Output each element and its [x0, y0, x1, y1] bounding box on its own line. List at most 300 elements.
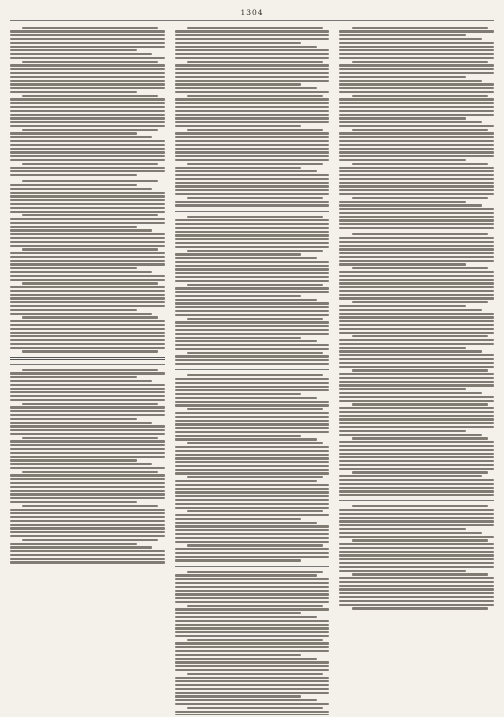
text-line	[10, 218, 165, 220]
text-line	[175, 280, 330, 282]
text-line	[339, 566, 494, 568]
text-line	[10, 260, 165, 262]
text-line	[175, 80, 330, 82]
text-line	[10, 324, 165, 326]
text-line	[10, 237, 165, 239]
text-line	[175, 68, 330, 70]
text-line	[339, 144, 494, 146]
text-line	[175, 601, 330, 603]
text-line	[187, 95, 323, 97]
text-line	[339, 588, 494, 590]
text-line	[339, 411, 494, 413]
text-line	[175, 401, 330, 403]
text-line	[339, 415, 494, 417]
text-line	[10, 486, 165, 488]
text-line	[175, 627, 330, 629]
text-line	[175, 404, 330, 406]
text-line	[352, 129, 488, 131]
column-rule	[175, 566, 330, 567]
text-line	[339, 536, 494, 538]
text-line	[10, 490, 165, 492]
text-line	[339, 121, 481, 123]
text-line	[339, 237, 494, 239]
article-text	[339, 505, 494, 609]
text-line	[175, 624, 330, 626]
text-line	[10, 275, 165, 277]
text-line	[10, 459, 137, 461]
text-line	[175, 590, 330, 592]
text-line	[175, 695, 302, 697]
text-line	[175, 238, 330, 240]
text-line	[339, 148, 494, 150]
text-line	[175, 234, 330, 236]
text-line	[339, 358, 494, 360]
text-line	[10, 76, 165, 78]
text-line	[10, 418, 137, 420]
text-line	[175, 46, 317, 48]
text-line	[175, 450, 330, 452]
text-line	[175, 684, 330, 686]
text-line	[352, 267, 488, 269]
text-line	[352, 301, 488, 303]
text-line	[10, 497, 165, 499]
text-line	[175, 393, 302, 395]
text-line	[175, 246, 330, 248]
text-line	[339, 245, 494, 247]
text-line	[339, 384, 494, 386]
text-line	[175, 34, 330, 36]
text-line	[175, 382, 330, 384]
text-line	[187, 544, 323, 546]
text-line	[175, 465, 330, 467]
text-line	[175, 484, 330, 486]
text-line	[175, 646, 330, 648]
text-line	[10, 527, 165, 529]
text-line	[175, 242, 330, 244]
text-line	[339, 570, 466, 572]
text-line	[339, 532, 481, 534]
text-line	[10, 98, 165, 100]
text-line	[339, 260, 494, 262]
text-line	[352, 61, 488, 63]
text-line	[339, 392, 481, 394]
text-line	[187, 408, 323, 410]
text-line	[339, 271, 494, 273]
text-line	[187, 318, 323, 320]
text-line	[10, 520, 165, 522]
text-line	[339, 479, 494, 481]
text-line	[10, 290, 165, 292]
text-line	[22, 350, 158, 352]
text-line	[10, 372, 165, 374]
text-line	[339, 377, 494, 379]
text-line	[175, 253, 302, 255]
text-line	[10, 68, 165, 70]
text-line	[175, 132, 330, 134]
text-line	[175, 514, 330, 516]
text-line	[10, 384, 165, 386]
text-line	[10, 561, 165, 563]
text-line	[175, 167, 302, 169]
text-line	[339, 328, 494, 330]
text-line	[187, 284, 323, 286]
text-line	[22, 248, 158, 250]
text-line	[175, 53, 330, 55]
text-line	[10, 211, 165, 213]
text-line	[10, 335, 165, 337]
article-text	[175, 27, 330, 207]
text-line	[175, 102, 330, 104]
text-line	[10, 53, 152, 55]
text-line	[22, 95, 158, 97]
text-line	[175, 416, 330, 418]
text-line	[339, 53, 494, 55]
text-line	[339, 468, 494, 470]
text-line	[339, 159, 466, 161]
text-line	[175, 314, 330, 316]
text-line	[10, 222, 165, 224]
text-line	[10, 313, 152, 315]
text-line	[175, 578, 330, 580]
text-line	[339, 350, 481, 352]
text-line	[10, 474, 165, 476]
text-line	[175, 268, 330, 270]
text-line	[175, 333, 330, 335]
text-line	[175, 140, 330, 142]
text-line	[10, 425, 165, 427]
text-line	[339, 297, 494, 299]
text-line	[187, 374, 323, 376]
text-line	[339, 140, 494, 142]
text-line	[175, 699, 317, 701]
text-line	[339, 313, 494, 315]
text-line	[352, 95, 488, 97]
text-line	[10, 267, 137, 269]
text-line	[339, 106, 494, 108]
text-line	[339, 30, 494, 32]
text-line	[339, 396, 494, 398]
text-line	[187, 250, 323, 252]
text-line	[10, 535, 165, 537]
text-line	[339, 282, 494, 284]
text-line	[10, 256, 165, 258]
columns	[10, 25, 494, 715]
text-line	[175, 295, 302, 297]
text-line	[175, 677, 330, 679]
text-line	[10, 422, 152, 424]
text-line	[175, 525, 330, 527]
text-line	[10, 395, 165, 397]
text-line	[10, 305, 165, 307]
text-line	[339, 513, 494, 515]
text-line	[10, 456, 165, 458]
text-line	[175, 110, 330, 112]
text-line	[187, 476, 323, 478]
text-line	[175, 257, 317, 259]
text-line	[10, 279, 165, 281]
text-line	[339, 366, 494, 368]
text-line	[339, 490, 494, 492]
text-line	[175, 117, 330, 119]
text-line	[175, 170, 317, 172]
text-line	[22, 369, 158, 371]
text-line	[339, 252, 494, 254]
text-line	[339, 204, 481, 206]
text-line	[175, 121, 330, 123]
text-line	[175, 329, 330, 331]
text-line	[10, 72, 165, 74]
text-line	[175, 148, 330, 150]
text-line	[10, 83, 165, 85]
text-line	[175, 669, 330, 671]
text-line	[339, 305, 466, 307]
text-line	[175, 386, 330, 388]
text-line	[10, 524, 165, 526]
text-line	[10, 233, 165, 235]
text-line	[175, 423, 330, 425]
text-line	[339, 46, 494, 48]
text-line	[339, 76, 466, 78]
text-line	[187, 61, 323, 63]
column-rule	[175, 369, 330, 370]
page-number: 1304	[240, 8, 264, 17]
text-line	[339, 562, 494, 564]
text-line	[339, 464, 494, 466]
text-line	[175, 529, 330, 531]
text-line	[187, 442, 323, 444]
text-line	[10, 543, 137, 545]
text-line	[10, 328, 165, 330]
text-line	[175, 57, 330, 59]
text-line	[10, 64, 165, 66]
text-line	[175, 631, 330, 633]
text-line	[175, 159, 330, 161]
text-line	[339, 294, 494, 296]
text-line	[10, 271, 152, 273]
text-line	[175, 472, 330, 474]
text-line	[22, 214, 158, 216]
text-line	[10, 391, 165, 393]
text-line	[339, 201, 466, 203]
text-line	[10, 546, 152, 548]
text-line	[10, 467, 165, 469]
text-line	[175, 178, 330, 180]
text-line	[339, 543, 494, 545]
text-line	[175, 276, 330, 278]
text-line	[22, 316, 158, 318]
text-line	[10, 226, 137, 228]
text-line	[339, 520, 494, 522]
text-line	[339, 189, 494, 191]
text-line	[10, 332, 165, 334]
text-line	[339, 577, 494, 579]
text-line	[175, 287, 330, 289]
text-line	[175, 136, 330, 138]
text-line	[339, 434, 481, 436]
text-line	[175, 574, 317, 576]
text-line	[175, 348, 330, 350]
text-line	[175, 265, 330, 267]
text-line	[175, 227, 330, 229]
text-line	[352, 27, 488, 29]
text-line	[175, 457, 330, 459]
text-line	[339, 110, 494, 112]
text-line	[339, 91, 494, 93]
text-line	[339, 604, 494, 606]
text-line	[10, 46, 165, 48]
text-line	[175, 151, 330, 153]
text-line	[339, 554, 494, 556]
text-line	[339, 347, 466, 349]
text-line	[10, 229, 152, 231]
text-line	[10, 106, 165, 108]
text-line	[10, 241, 165, 243]
text-line	[175, 597, 330, 599]
text-line	[175, 499, 330, 501]
text-line	[339, 445, 494, 447]
text-line	[339, 42, 494, 44]
text-line	[339, 418, 494, 420]
text-line	[339, 339, 494, 341]
text-line	[10, 132, 137, 134]
article-text	[175, 571, 330, 715]
text-line	[10, 144, 165, 146]
text-line	[339, 388, 466, 390]
text-line	[339, 551, 494, 553]
text-line	[175, 363, 330, 365]
text-line	[339, 441, 494, 443]
text-line	[339, 517, 494, 519]
text-line	[10, 531, 165, 533]
text-line	[339, 178, 494, 180]
column-rule	[339, 500, 494, 501]
text-line	[10, 501, 137, 503]
text-line	[339, 68, 494, 70]
text-line	[10, 184, 137, 186]
text-line	[10, 406, 165, 408]
text-line	[339, 426, 494, 428]
text-line	[10, 558, 165, 560]
text-line	[175, 114, 330, 116]
text-line	[22, 163, 158, 165]
text-line	[339, 547, 494, 549]
text-line	[175, 537, 330, 539]
text-line	[339, 373, 494, 375]
text-line	[339, 430, 466, 432]
text-line	[339, 170, 494, 172]
text-line	[175, 488, 330, 490]
text-line	[175, 87, 317, 89]
text-line	[10, 440, 165, 442]
text-line	[352, 471, 488, 473]
text-line	[175, 507, 330, 509]
text-line	[175, 272, 330, 274]
text-line	[352, 335, 488, 337]
text-line	[339, 38, 481, 40]
text-line	[339, 241, 494, 243]
text-line	[10, 140, 165, 142]
text-line	[10, 294, 165, 296]
text-line	[10, 320, 165, 322]
text-line	[339, 400, 494, 402]
text-line	[175, 91, 330, 93]
text-line	[10, 117, 165, 119]
page-header	[10, 8, 494, 21]
text-line	[175, 420, 330, 422]
text-line	[339, 34, 466, 36]
text-line	[339, 290, 494, 292]
text-line	[187, 352, 323, 354]
column-1	[10, 25, 165, 715]
text-line	[175, 76, 330, 78]
text-line	[10, 38, 165, 40]
text-line	[339, 208, 494, 210]
text-line	[10, 301, 165, 303]
text-line	[10, 57, 165, 59]
text-line	[10, 102, 165, 104]
text-line	[175, 661, 330, 663]
text-line	[10, 207, 165, 209]
text-line	[187, 129, 323, 131]
text-line	[339, 216, 494, 218]
text-line	[339, 248, 494, 250]
text-line	[352, 369, 488, 371]
text-line	[175, 310, 330, 312]
text-line	[175, 586, 330, 588]
text-line	[10, 493, 165, 495]
column-rule	[10, 364, 165, 365]
text-line	[339, 125, 494, 127]
text-line	[175, 340, 317, 342]
text-line	[175, 491, 330, 493]
text-line	[175, 518, 302, 520]
text-line	[10, 550, 165, 552]
text-line	[339, 324, 494, 326]
text-line	[175, 435, 302, 437]
text-line	[187, 673, 323, 675]
text-line	[352, 573, 488, 575]
text-line	[339, 320, 494, 322]
text-line	[352, 539, 488, 541]
text-line	[10, 339, 165, 341]
text-line	[175, 125, 302, 127]
text-line	[175, 438, 317, 440]
text-line	[339, 422, 494, 424]
text-line	[175, 174, 330, 176]
text-line	[339, 596, 494, 598]
article-text	[339, 27, 494, 230]
text-line	[339, 449, 494, 451]
text-line	[22, 403, 158, 405]
text-line	[175, 427, 330, 429]
text-line	[339, 316, 494, 318]
text-line	[10, 554, 165, 556]
text-line	[339, 132, 494, 134]
text-line	[339, 600, 494, 602]
text-line	[175, 533, 330, 535]
text-line	[339, 279, 494, 281]
text-line	[339, 456, 494, 458]
text-line	[175, 144, 330, 146]
text-line	[10, 429, 165, 431]
text-line	[175, 703, 330, 705]
text-line	[339, 381, 494, 383]
text-line	[10, 174, 137, 176]
text-line	[339, 524, 494, 526]
text-line	[10, 343, 165, 345]
text-line	[339, 72, 494, 74]
text-line	[175, 302, 330, 304]
